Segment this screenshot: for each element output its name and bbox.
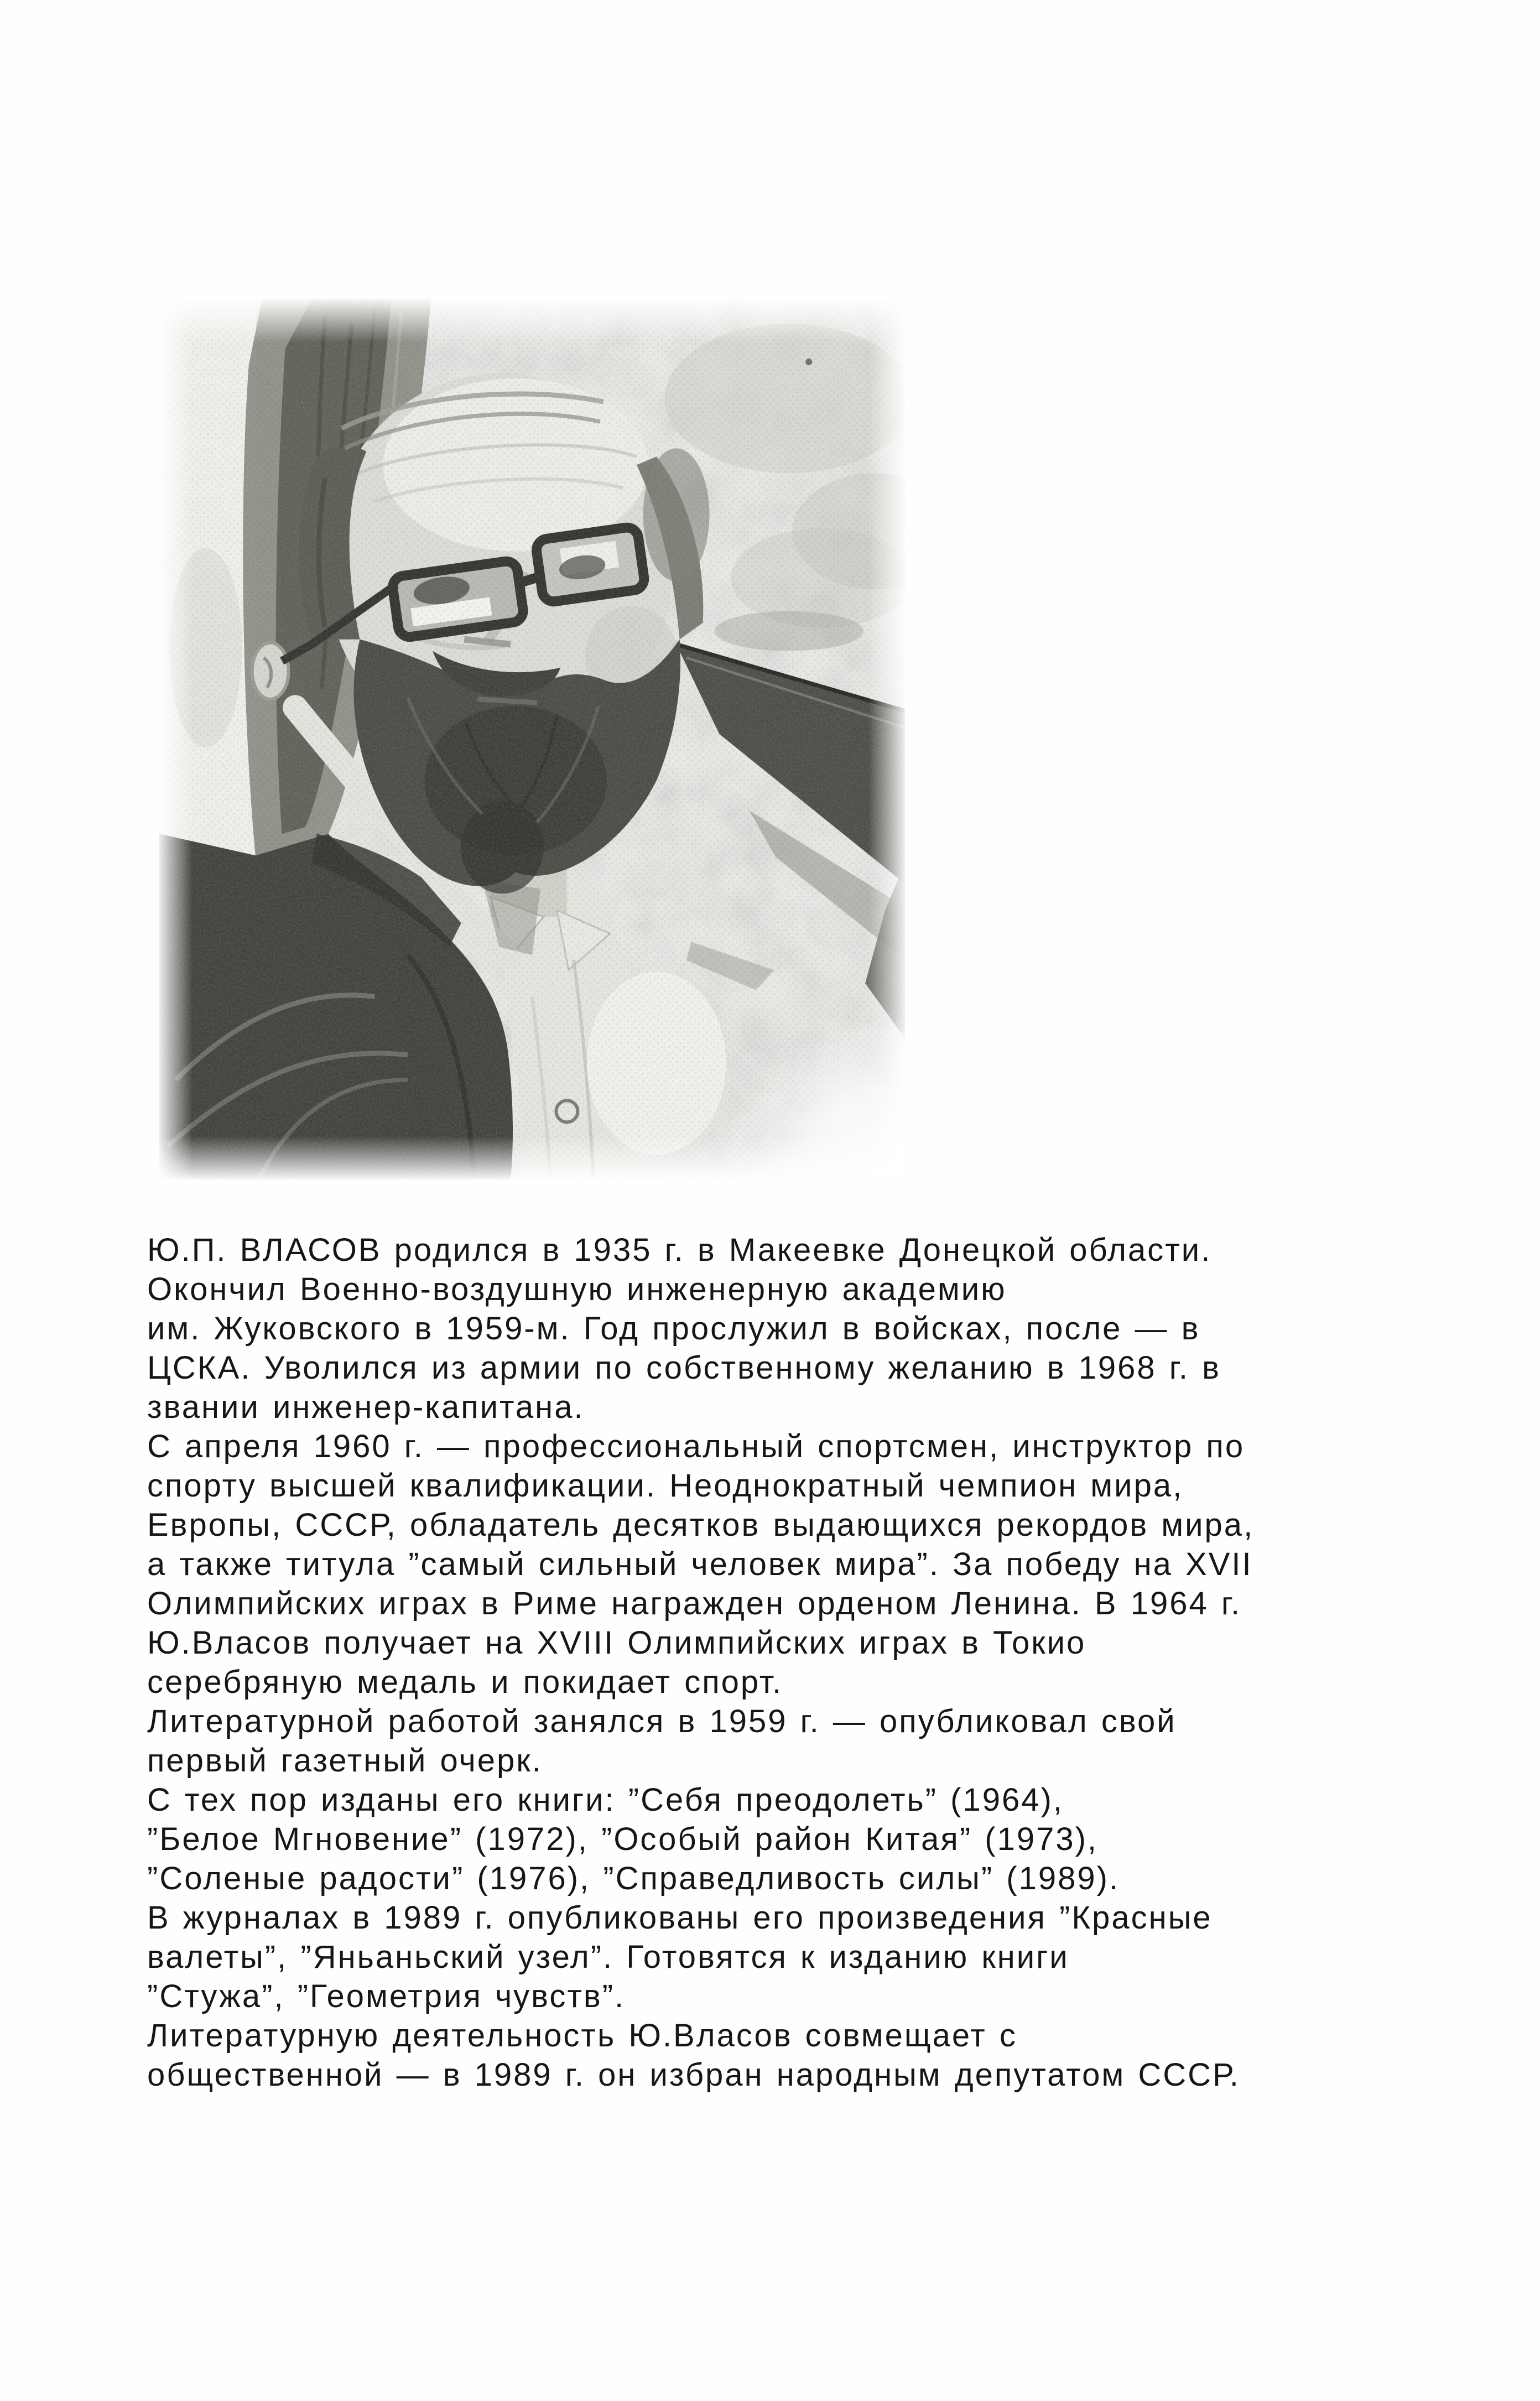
bio-line: серебряную медаль и покидает спорт. (147, 1664, 783, 1700)
bio-line: Окончил Военно-воздушную инженерную академию (147, 1271, 1007, 1307)
bio-line: валеты”, ”Яньаньский узел”. Готовятся к изданию книги (147, 1939, 1069, 1975)
bio-line: ”Соленые радости” (1976), ”Справедливость силы” (1989). (147, 1860, 1120, 1896)
bio-line: В журналах в 1989 г. опубликованы его произведения ”Красные (147, 1900, 1213, 1936)
bio-line: звании инженер-капитана. (147, 1389, 585, 1425)
bio-line: Ю.Власов получает на XVIII Олимпийских играх в Токио (147, 1625, 1086, 1661)
bio-line: ”Стужа”, ”Геометрия чувств”. (147, 1978, 626, 2014)
bio-line: ”Белое Мгновение” (1972), ”Особый район Китая” (1973), (147, 1821, 1099, 1857)
bio-line: С тех пор изданы его книги: ”Себя преодолеть” (1964), (147, 1782, 1064, 1818)
bio-line: Европы, СССР, обладатель десятков выдающихся рекордов мира, (147, 1507, 1255, 1543)
bio-line: С апреля 1960 г. — профессиональный спортсмен, инструктор по (147, 1428, 1245, 1464)
bio-line: Олимпийских играх в Риме награжден орденом Ленина. В 1964 г. (147, 1586, 1242, 1622)
bio-line: им. Жуковского в 1959-м. Год прослужил в войсках, после — в (147, 1311, 1200, 1347)
portrait-photo-art (159, 299, 905, 1179)
bio-line: общественной — в 1989 г. он избран народным депутатом СССР. (147, 2057, 1240, 2093)
bio-line: Ю.П. ВЛАСОВ родился в 1935 г. в Макеевке Донецкой области. (147, 1232, 1212, 1268)
bio-line: а также титула ”самый сильный человек мира”. За победу на XVII (147, 1546, 1253, 1582)
biography-text (147, 1230, 1436, 2095)
bio-line: первый газетный очерк. (147, 1743, 543, 1779)
bio-line: ЦСКА. Уволился из армии по собственному желанию в 1968 г. в (147, 1350, 1221, 1386)
bio-line: Литературной работой занялся в 1959 г. — опубликовал свой (147, 1703, 1177, 1739)
bio-line: Литературную деятельность Ю.Власов совмещает с (147, 2018, 1017, 2054)
bio-line: спорту высшей квалификации. Неоднократный чемпион мира, (147, 1468, 1184, 1504)
portrait-photo (159, 299, 905, 1179)
